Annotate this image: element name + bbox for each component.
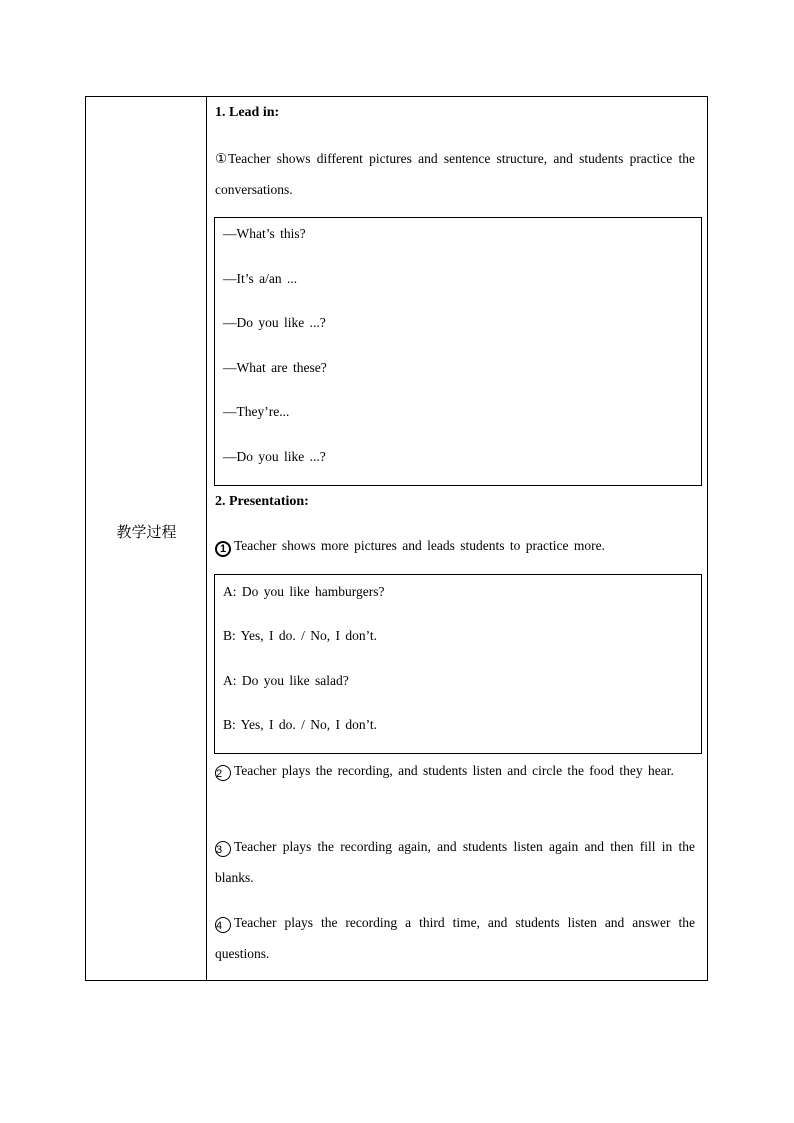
dialogue-line: A: Do you like salad? [223,673,349,688]
dialogue-line: —What are these? [223,360,327,375]
step-marker: 4 [215,917,231,933]
presentation-step-4 [215,907,695,969]
presentation-step-1 [215,536,605,557]
dialogue-line: —It’s a/an ... [223,271,298,286]
dialogue-line: A: Do you like hamburgers? [223,584,385,599]
presentation-step-2 [215,755,695,786]
dialogue-line: —Do you like ...? [223,315,326,330]
section-label: 教学过程 [116,523,177,541]
dialogue-line: B: Yes, I do. / No, I don’t. [223,717,378,732]
presentation-dialogue-box [214,574,702,754]
section-label-cell [86,97,207,980]
presentation-step-3-text: Teacher plays the recording again, and students listen again and then fill in the blanks. [215,839,695,885]
presentation-step-1-text: Teacher shows more pictures and leads students to practice more. [234,538,605,553]
dialogue-line: —What’s this? [223,226,306,241]
step-marker: 1 [215,541,231,557]
step-marker: 3 [215,841,231,857]
lead-in-step-1-text: Teacher shows different pictures and sentence structure, and students practice the conversations. [215,151,695,197]
presentation-step-2-text: Teacher plays the recording, and students listen and circle the food they hear. [234,763,674,778]
lesson-table [85,96,708,981]
procedure-cell [207,97,707,980]
presentation-heading: 2. Presentation: [215,494,309,509]
presentation-step-3 [215,831,695,893]
dialogue-line: —They’re... [223,404,290,419]
step-marker: ① [215,151,228,166]
lead-in-dialogue-box [214,217,702,486]
step-marker: 2 [215,765,231,781]
presentation-step-4-text: Teacher plays the recording a third time, and students listen and answer the questions. [215,915,695,961]
dialogue-line: B: Yes, I do. / No, I don’t. [223,628,378,643]
lead-in-heading: 1. Lead in: [215,105,280,120]
lead-in-step-1 [215,143,695,205]
dialogue-line: —Do you like ...? [223,449,326,464]
